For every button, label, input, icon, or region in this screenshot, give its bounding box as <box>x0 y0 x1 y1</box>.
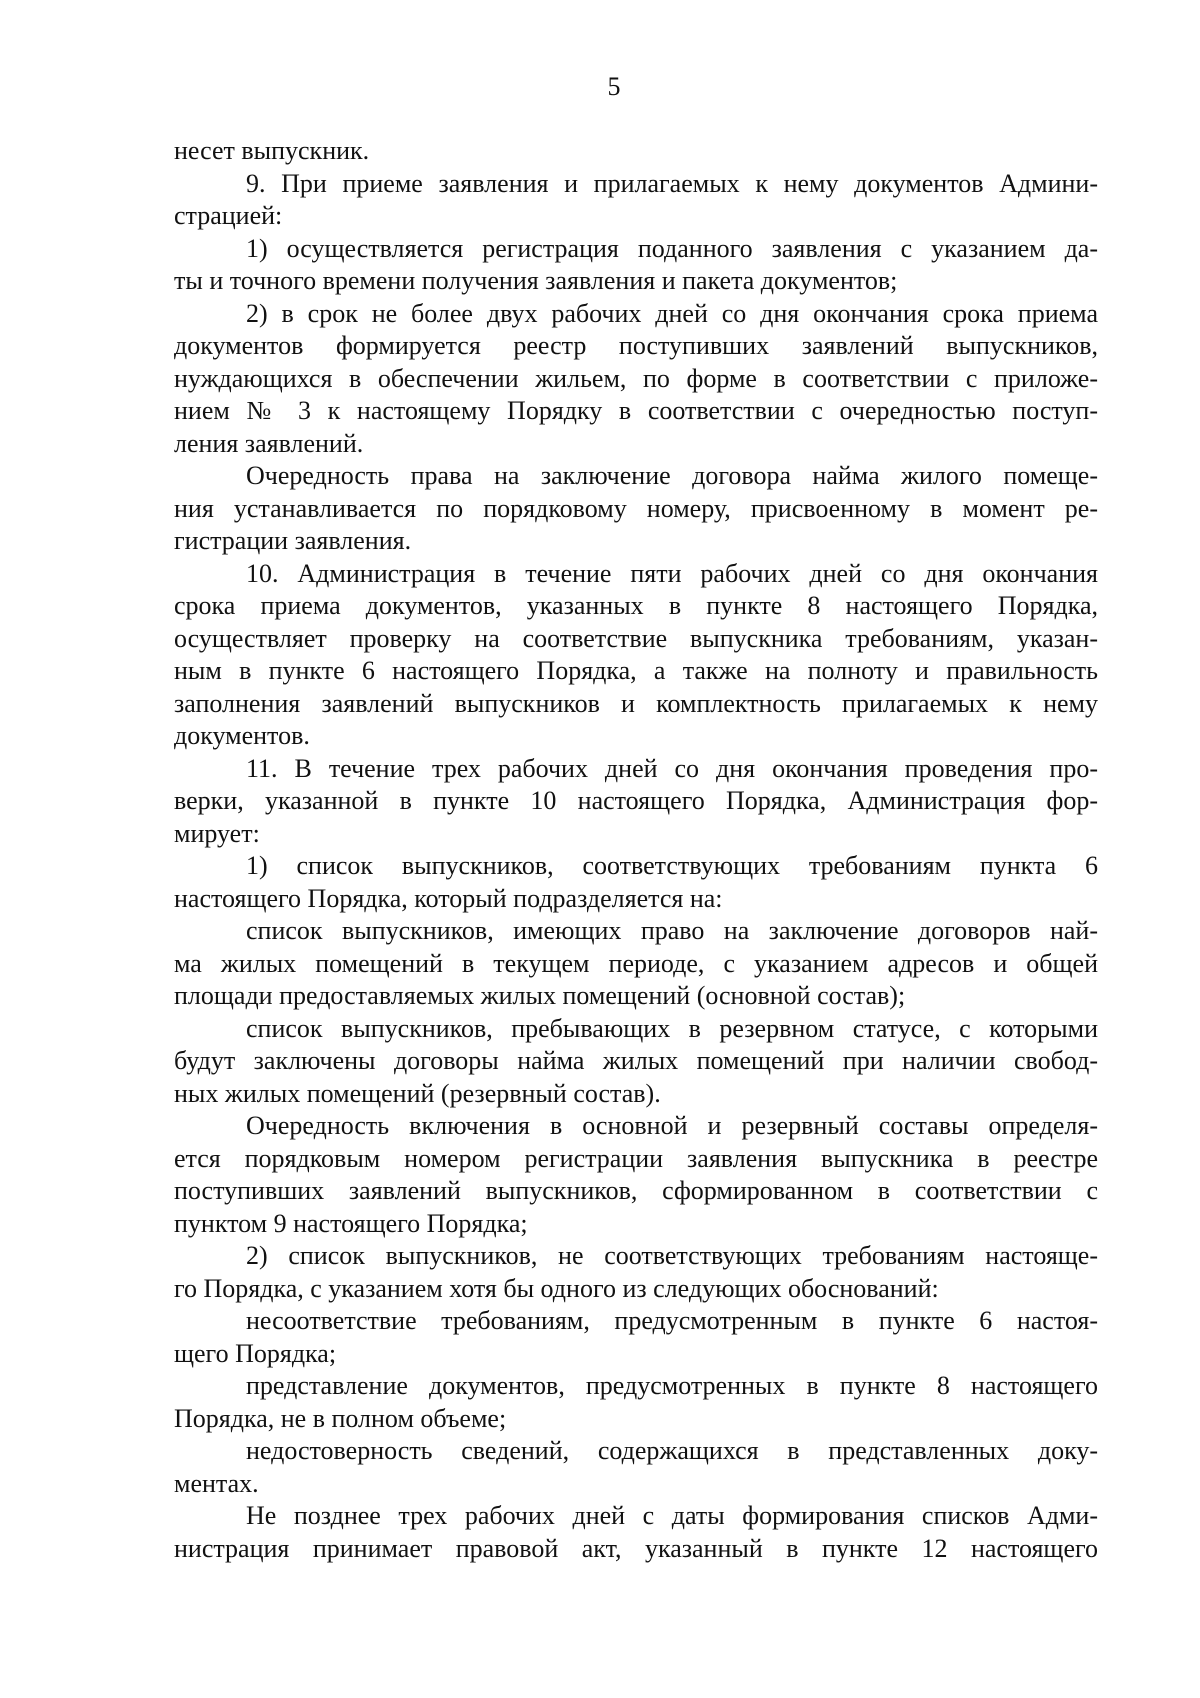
text-line: 2) список выпускников, не соответствующих требованиям настояще- <box>246 1241 1098 1270</box>
text-line: го Порядка, с указанием хотя бы одного из следующих обоснований: <box>174 1273 939 1303</box>
text-line: представление документов, предусмотренных в пункте 8 настоящего <box>246 1371 1098 1400</box>
text-line: 1) осуществляется регистрация поданного заявления с указанием да- <box>246 233 1098 263</box>
text-line: ма жилых помещений в текущем периоде, с указанием адресов и общей <box>174 948 1098 978</box>
text-line: страцией: <box>174 201 283 230</box>
text-line: щего Порядка; <box>174 1338 337 1368</box>
text-line: ным в пункте 6 настоящего Порядка, а также на полноту и правильность <box>174 656 1098 685</box>
text-line: список выпускников, пребывающих в резервном статусе, с которыми <box>246 1013 1098 1043</box>
text-line: документов. <box>174 721 310 750</box>
text-line: несоответствие требованиям, предусмотренным в пункте 6 настоя- <box>246 1306 1098 1335</box>
text-line: ментах. <box>174 1468 259 1498</box>
text-line: недостоверность сведений, содержащихся в представленных доку- <box>246 1436 1098 1465</box>
text-line: срока приема документов, указанных в пункте 8 настоящего Порядка, <box>174 591 1098 620</box>
text-line: верки, указанной в пункте 10 настоящего Порядка, Администрация фор- <box>174 786 1098 815</box>
text-line: мирует: <box>174 818 260 848</box>
text-line: 1) список выпускников, соответствующих требованиям пункта 6 <box>246 851 1098 880</box>
text-line: осуществляет проверку на соответствие выпускника требованиям, указан- <box>174 623 1098 653</box>
text-line: пунктом 9 настоящего Порядка; <box>174 1208 528 1238</box>
text-line: настоящего Порядка, который подразделяется на: <box>174 883 723 913</box>
text-line: Очередность включения в основной и резервный составы определя- <box>246 1111 1098 1140</box>
text-line: ления заявлений. <box>174 428 364 458</box>
document-body <box>174 135 1098 1565</box>
text-line: гистрации заявления. <box>174 526 412 555</box>
text-line: нием № 3 к настоящему Порядку в соответствии с очередностью поступ- <box>174 396 1098 425</box>
text-line: Порядка, не в полном объеме; <box>174 1403 507 1433</box>
page-number: 5 <box>607 72 621 101</box>
text-line: ных жилых помещений (резервный состав). <box>174 1078 661 1108</box>
text-line: 11. В течение трех рабочих дней со дня окончания проведения про- <box>246 753 1098 783</box>
text-line: 9. При приеме заявления и прилагаемых к нему документов Админи- <box>246 168 1098 198</box>
text-line: ты и точного времени получения заявления и пакета документов; <box>174 266 898 295</box>
text-line: Очередность права на заключение договора найма жилого помеще- <box>246 461 1098 490</box>
text-line: заполнения заявлений выпускников и комплектность прилагаемых к нему <box>174 688 1098 718</box>
text-line: список выпускников, имеющих право на заключение договоров най- <box>246 916 1098 945</box>
text-line: ния устанавливается по порядковому номеру, присвоенному в момент ре- <box>174 493 1098 523</box>
text-line: площади предоставляемых жилых помещений (основной состав); <box>174 981 906 1010</box>
text-line: Не позднее трех рабочих дней с даты формирования списков Адми- <box>246 1501 1098 1530</box>
text-line: 2) в срок не более двух рабочих дней со дня окончания срока приема <box>246 298 1098 328</box>
text-line: ется порядковым номером регистрации заявления выпускника в реестре <box>174 1143 1098 1173</box>
text-line: документов формируется реестр поступивших заявлений выпускников, <box>174 331 1098 360</box>
text-line: поступивших заявлений выпускников, сформированном в соответствии с <box>174 1176 1098 1205</box>
text-line: нистрация принимает правовой акт, указанный в пункте 12 настоящего <box>174 1533 1098 1563</box>
text-line: нуждающихся в обеспечении жильем, по форме в соответствии с приложе- <box>174 363 1098 393</box>
text-line: 10. Администрация в течение пяти рабочих дней со дня окончания <box>246 558 1098 588</box>
text-line: будут заключены договоры найма жилых помещений при наличии свобод- <box>174 1046 1098 1075</box>
text-line: несет выпускник. <box>174 136 370 165</box>
